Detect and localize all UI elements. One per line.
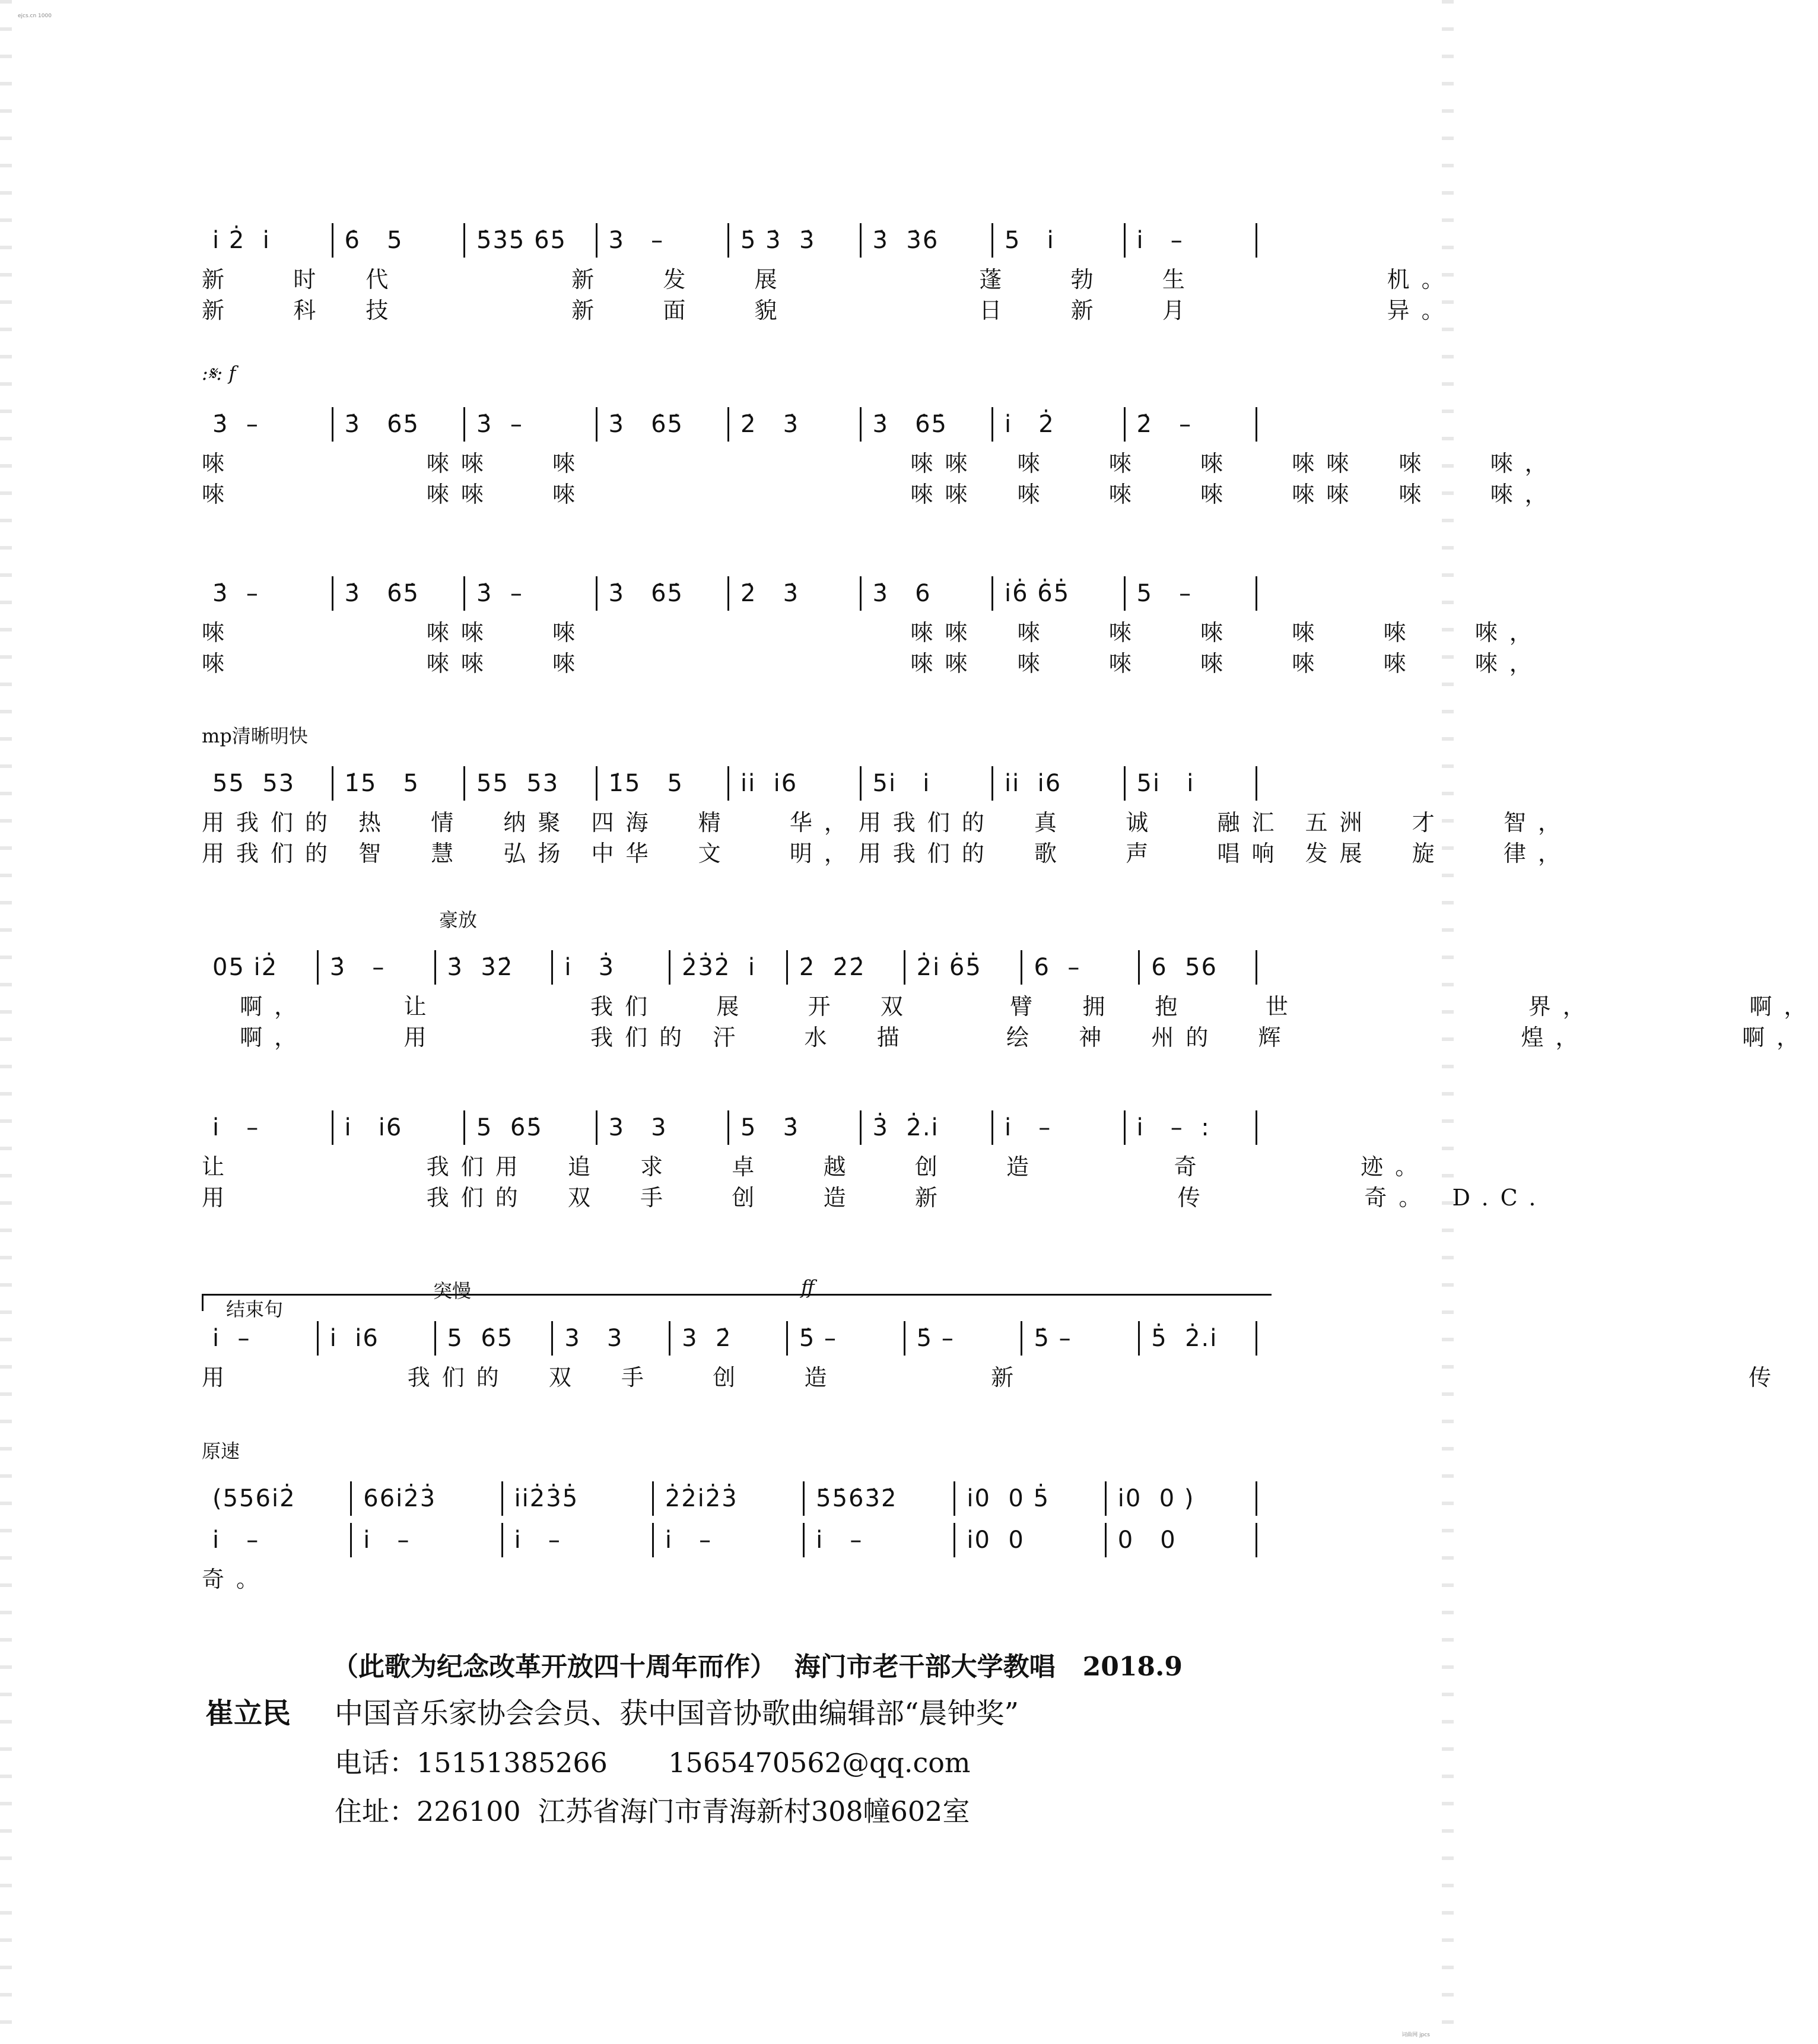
composer-contact: 电话：15151385266 1565470562@qq.com: [335, 1747, 971, 1779]
barline: [991, 1110, 993, 1145]
ending-bracket: [202, 1294, 1272, 1321]
barline: [954, 1481, 955, 1516]
barline: [727, 223, 729, 258]
lyric-line: [202, 292, 1456, 323]
lyric-line: [202, 1561, 1258, 1592]
measure-notes: 3̇ 3̇6̇: [872, 227, 939, 254]
music-system: [202, 725, 1572, 867]
measure-notes: 3̇ –: [212, 580, 259, 607]
lyric-line: [202, 1179, 1548, 1211]
barline: [1256, 576, 1257, 611]
barline: [803, 1481, 805, 1516]
measure-notes: 3̇ 3̇2̇: [447, 954, 514, 981]
measure-notes: 3̇ 6̇5̇: [608, 580, 684, 607]
barline: [786, 1321, 788, 1356]
barline: [332, 1110, 333, 1145]
measure-notes: 6̇ 5: [344, 227, 403, 254]
corner-watermark: ejcs.cn 1000: [18, 13, 52, 19]
measure-notes: i̇ –: [212, 1526, 260, 1554]
tempo-marking: 突慢: [433, 1280, 472, 1302]
barline: [463, 576, 465, 611]
barline: [332, 576, 333, 611]
measure-notes: i̇ 2̇: [1005, 411, 1055, 438]
music-system: [202, 1276, 1784, 1391]
barline: [596, 766, 597, 801]
lyric-line: [202, 445, 1559, 477]
barline: [596, 1110, 597, 1145]
staff-line: [202, 573, 1258, 614]
barline: [904, 1321, 905, 1356]
measure-notes: 5i̇ i̇: [872, 770, 931, 797]
tempo-marking: 豪放: [439, 909, 478, 931]
music-system: [202, 909, 1818, 1050]
staff-line: [202, 404, 1258, 445]
barline: [1105, 1481, 1107, 1516]
tempo-marking: 原速: [202, 1440, 240, 1462]
barline: [991, 576, 993, 611]
lyric-line: [202, 476, 1559, 507]
barline: [991, 407, 993, 442]
staff-line: [202, 220, 1258, 261]
lyric-line: [202, 261, 1456, 293]
barline: [317, 1321, 319, 1356]
measure-notes: 2̇i̇ 6̇5̇: [916, 954, 982, 981]
barline: [803, 1523, 805, 1557]
barline: [350, 1481, 352, 1516]
measure-notes: i̇ –: [212, 1325, 251, 1352]
staff-line: [202, 1478, 1258, 1519]
barline: [860, 223, 862, 258]
measure-notes: i̇i̇ i̇6: [740, 770, 798, 797]
music-system: [202, 362, 1559, 507]
measure-notes: i̇ –: [1136, 227, 1184, 254]
barline: [434, 950, 436, 985]
measure-notes: 5̇3̇5̇ 6̇5̇: [476, 227, 567, 254]
measure-notes: 55 53: [476, 770, 560, 797]
measure-notes: 3̇ 6̇5̇: [872, 411, 948, 438]
measure-notes: i̇ –: [665, 1526, 713, 1554]
lyric-text: 啊， 让 我们 展 开 双 臂 拥 抱 世 界， 啊，: [202, 994, 1818, 1020]
music-system: [202, 1107, 1548, 1211]
left-edge-watermark: [0, 0, 12, 2044]
measure-notes: 3̇ 6: [872, 580, 932, 607]
lyric-line: [202, 614, 1544, 646]
measure-notes: 66i̇2̇3̇: [363, 1485, 437, 1512]
barline: [786, 950, 788, 985]
barline: [991, 766, 993, 801]
barline: [1124, 223, 1126, 258]
measure-notes: 5 3̇: [740, 1114, 800, 1141]
measure-notes: i̇ –: [1005, 1114, 1052, 1141]
lyric-text: 唻 唻唻 唻 唻唻 唻 唻 唻 唻 唻 唻，: [202, 620, 1544, 646]
measure-notes: 5̇ –: [1034, 1325, 1072, 1352]
barline: [317, 950, 319, 985]
barline: [727, 576, 729, 611]
barline: [991, 223, 993, 258]
measure-notes: i̇ –: [363, 1526, 411, 1554]
lyric-text: 新 时 代 新 发 展 蓬 勃 生 机。: [202, 266, 1456, 293]
measure-notes: 3 2̇: [682, 1325, 732, 1352]
barline: [1105, 1523, 1107, 1557]
lyric-line: [202, 645, 1544, 677]
measure-notes: 5̇ 3̇ 3̇: [740, 227, 816, 254]
barline: [1256, 1481, 1257, 1516]
measure-notes: 1̇5 5: [344, 770, 419, 797]
measure-notes: 6 –: [1034, 954, 1081, 981]
lyric-text: 用 我们的 双 手 创 造 新 传: [202, 1364, 1784, 1391]
measure-notes: 5̇ –: [799, 1325, 838, 1352]
lyric-line: [202, 988, 1818, 1020]
measure-notes: 3 3: [608, 1114, 668, 1141]
music-system: [202, 220, 1456, 323]
barline: [463, 1110, 465, 1145]
measure-notes: 5̇ 2̇.i̇: [1151, 1325, 1218, 1352]
measure-notes: i̇i̇2̇3̇5̇: [514, 1485, 579, 1512]
barline: [860, 576, 862, 611]
barline: [463, 223, 465, 258]
barline: [596, 576, 597, 611]
measure-notes: 2̇ 3̇: [740, 411, 800, 438]
measure-notes: i̇0 0 ): [1117, 1485, 1195, 1512]
tempo-marking: mp清晰明快: [202, 725, 308, 747]
dynamic-marking: :𝄋: f: [202, 362, 236, 385]
measure-notes: 5 –: [1136, 580, 1193, 607]
measure-notes: 55 53: [212, 770, 295, 797]
measure-notes: 3̇ –: [476, 580, 523, 607]
lyric-text: 唻 唻唻 唻 唻唻 唻 唻 唻 唻唻 唻 唻，: [202, 450, 1559, 477]
measure-notes: 3̇ 6̇5̇: [344, 580, 419, 607]
barline: [652, 1481, 654, 1516]
barline: [596, 407, 597, 442]
barline: [1138, 950, 1140, 985]
measure-notes: 3̇ –: [329, 954, 386, 981]
lyric-text: 用我们的 智 慧 弘扬 中华 文 明，用我们的 歌 声 唱响 发展 旋 律，: [202, 840, 1572, 867]
barline: [332, 223, 333, 258]
composer-credentials: 中国音乐家协会会员、获中国音协歌曲编辑部“晨钟奖”: [335, 1697, 1019, 1730]
barline: [1256, 1523, 1257, 1557]
barline: [727, 1110, 729, 1145]
measure-notes: i̇ –: [514, 1526, 561, 1554]
music-system: [202, 573, 1544, 677]
measure-notes: 5̇5̇6̇3̇2̇: [816, 1485, 898, 1512]
composer-address: 住址：226100 江苏省海门市青海新村308幢602室: [335, 1795, 970, 1827]
lyric-text: 让 我们用 追 求 卓 越 创 造 奇 迹。: [202, 1154, 1430, 1180]
measure-notes: 3 3: [564, 1325, 624, 1352]
barline: [332, 766, 333, 801]
barline: [551, 1321, 553, 1356]
measure-notes: 2̇ 3̇: [740, 580, 800, 607]
staff-line: [202, 1107, 1258, 1148]
barline: [1256, 1110, 1257, 1145]
barline: [463, 407, 465, 442]
barline: [332, 407, 333, 442]
lyric-line: [202, 835, 1572, 867]
barline: [551, 950, 553, 985]
barline: [1021, 950, 1022, 985]
measure-notes: 3̇ –: [476, 411, 523, 438]
lyric-text: 新 科 技 新 面 貌 日 新 月 异。: [202, 297, 1456, 323]
measure-notes: 0 0: [1117, 1526, 1177, 1554]
lyric-line: [202, 1359, 1784, 1391]
ending-label: 结束句: [226, 1298, 284, 1321]
barline: [1021, 1321, 1022, 1356]
dynamic-marking: ff: [801, 1276, 815, 1299]
lyric-text: 唻 唻唻 唻 唻唻 唻 唻 唻 唻 唻 唻，: [202, 650, 1544, 677]
barline: [954, 1523, 955, 1557]
barline: [1256, 766, 1257, 801]
measure-notes: 5 6̇5̇: [476, 1114, 543, 1141]
measure-notes: i̇ i̇6: [344, 1114, 403, 1141]
measure-notes: i̇ i̇6: [329, 1325, 379, 1352]
barline: [350, 1523, 352, 1557]
measure-notes: i̇ 3̇: [564, 954, 615, 981]
barline: [501, 1481, 503, 1516]
barline: [669, 1321, 670, 1356]
measure-notes: 2̇ –: [1136, 411, 1193, 438]
barline: [1124, 766, 1126, 801]
measure-notes: 5 i̇: [1005, 227, 1055, 254]
measure-notes: i̇0 0 5̇: [967, 1485, 1050, 1512]
barline: [596, 223, 597, 258]
measure-notes: 3̇ –: [212, 411, 259, 438]
barline: [1256, 223, 1257, 258]
barline: [1124, 407, 1126, 442]
barline: [652, 1523, 654, 1557]
barline: [463, 766, 465, 801]
measure-notes: (556i̇2̇: [212, 1485, 296, 1512]
measure-notes: i̇6̇ 6̇5̇: [1005, 580, 1070, 607]
lyric-text: 用我们的 热 情 纳聚 四海 精 华，用我们的 真 诚 融汇 五洲 才 智，: [202, 810, 1572, 836]
staff-line: [202, 763, 1258, 804]
measure-notes: 5 6̇5̇: [447, 1325, 514, 1352]
barline: [1124, 1110, 1126, 1145]
staff-line: [202, 947, 1258, 988]
measure-notes: i̇0 0: [967, 1526, 1025, 1554]
composer-name: 崔立民: [205, 1697, 291, 1730]
measure-notes: 2̇2̇i̇2̇3̇: [665, 1485, 738, 1512]
barline: [669, 950, 670, 985]
barline: [1124, 576, 1126, 611]
lyric-line: [202, 804, 1572, 836]
measure-notes: i̇ –: [816, 1526, 863, 1554]
measure-notes: i̇ –: [212, 1114, 260, 1141]
barline: [1256, 1321, 1257, 1356]
measure-notes: 05 i̇2̇: [212, 954, 278, 981]
barline: [860, 1110, 862, 1145]
bottom-watermark: 词曲网 jpcs: [1401, 2032, 1430, 2038]
barline: [860, 766, 862, 801]
barline: [860, 407, 862, 442]
barline: [1256, 407, 1257, 442]
measure-notes: 6 56: [1151, 954, 1218, 981]
measure-notes: 2̇ 2̇2̇: [799, 954, 866, 981]
measure-notes: i̇i̇ i̇6: [1005, 770, 1062, 797]
staff-line: [202, 1519, 1258, 1561]
barline: [1138, 1321, 1140, 1356]
lyric-text: 奇。: [202, 1566, 271, 1592]
measure-notes: 3 –: [608, 227, 665, 254]
barline: [1256, 950, 1257, 985]
barline: [501, 1523, 503, 1557]
footer-dedication: （此歌为纪念改革开放四十周年而作） 海门市老干部大学教唱 2018.9: [332, 1652, 1183, 1682]
lyric-text: 用 我们的 双 手 创 造 新 传 奇。 D.C.: [202, 1185, 1548, 1211]
staff-line: [202, 1318, 1258, 1359]
measure-notes: 1̇5 5: [608, 770, 684, 797]
barline: [434, 1321, 436, 1356]
lyric-text: 唻 唻唻 唻 唻唻 唻 唻 唻 唻唻 唻 唻，: [202, 481, 1559, 507]
measure-notes: 5i̇ i̇: [1136, 770, 1195, 797]
lyric-text: 啊， 用 我们的 汗 水 描 绘 神 州的 辉 煌， 啊，: [202, 1024, 1811, 1050]
measure-notes: 2̇3̇2̇ i̇: [682, 954, 756, 981]
measure-notes: 3̇ 2̇.i̇: [872, 1114, 939, 1141]
measure-notes: 3̇ 6̇5̇: [608, 411, 684, 438]
measure-notes: 5̇ –: [916, 1325, 955, 1352]
barline: [727, 407, 729, 442]
measure-notes: i̇ – :: [1136, 1114, 1210, 1141]
barline: [904, 950, 905, 985]
measure-notes: i̇ 2̇ i̇: [212, 227, 271, 254]
barline: [727, 766, 729, 801]
measure-notes: 3̇ 6̇5̇: [344, 411, 419, 438]
lyric-line: [202, 1148, 1430, 1180]
music-system: [202, 1440, 1258, 1592]
lyric-line: [202, 1019, 1811, 1050]
